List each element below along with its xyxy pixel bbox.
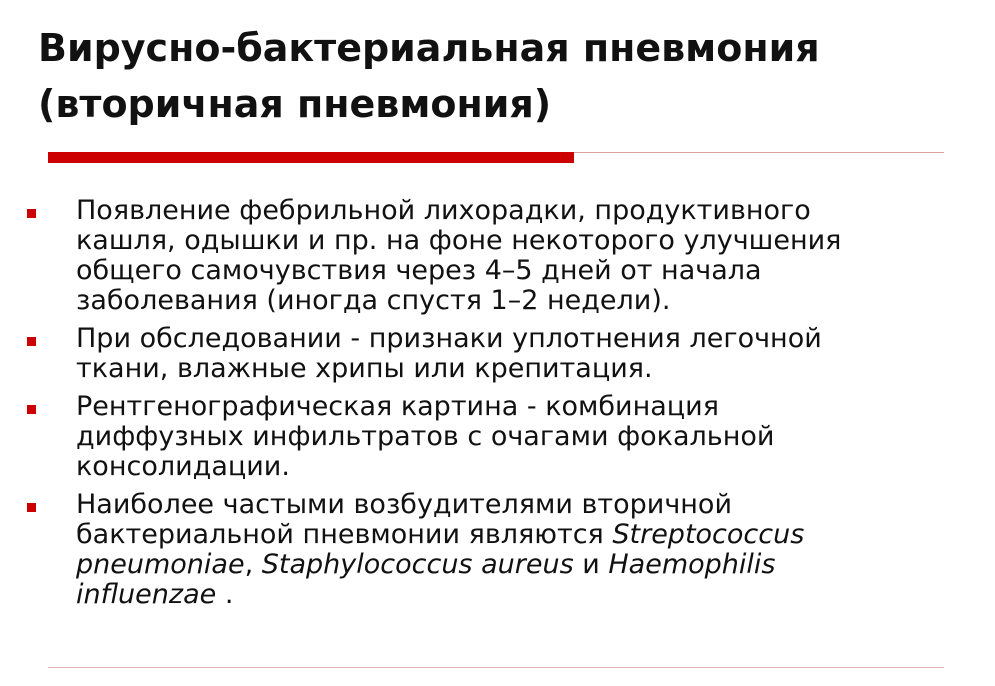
bullet-list <box>22 196 972 618</box>
square-bullet-icon <box>27 337 36 346</box>
bullet-text-line: диффузных инфильтратов с очагами фокальной <box>76 421 775 452</box>
separator-text: и <box>573 549 609 580</box>
slide-title <box>38 20 958 132</box>
bullet-item <box>22 324 972 384</box>
bullet-item <box>22 196 972 316</box>
bullet-text-line <box>76 550 972 580</box>
slide-title-line: (вторичная пневмония) <box>38 82 552 126</box>
bullet-item <box>22 392 972 482</box>
bullet-text-line: При обследовании - признаки уплотнения легочной <box>76 323 822 354</box>
bullet-text-line <box>76 580 972 610</box>
bullet-text-line: общего самочувствия через 4–5 дней от начала <box>76 255 762 286</box>
bullet-text-line <box>76 520 972 550</box>
bullet-text-plain: бактериальной пневмонии являются <box>76 519 613 550</box>
bullet-text-line: ткани, влажные хрипы или крепитация. <box>76 353 653 384</box>
square-bullet-icon <box>27 405 36 414</box>
square-bullet-icon <box>27 209 36 218</box>
bullet-text-line: заболевания (иногда спустя 1–2 недели). <box>76 285 671 316</box>
species-name: Streptococcus <box>612 519 805 550</box>
footer-divider <box>48 667 944 668</box>
slide-title-line: Вирусно-бактериальная пневмония <box>38 26 820 70</box>
species-name: Haemophilis <box>608 549 776 580</box>
bullet-text-line: Появление фебрильной лихорадки, продуктивного <box>76 195 811 226</box>
bullet-text-line: кашля, одышки и пр. на фоне некоторого улучшения <box>76 225 842 256</box>
bullet-text-line: Рентгенографическая картина - комбинация <box>76 391 719 422</box>
species-name: influenzae <box>76 579 217 610</box>
bullet-item <box>22 490 972 610</box>
bullet-text-line: Наиболее частыми возбудителями вторичной <box>76 489 733 520</box>
title-underline-accent <box>48 152 574 163</box>
species-name: Staphylococcus aureus <box>261 549 574 580</box>
separator-text: , <box>244 549 262 580</box>
square-bullet-icon <box>27 503 36 512</box>
species-name: pneumoniae <box>76 549 245 580</box>
title-underline-thin <box>574 152 944 153</box>
bullet-text-line: консолидации. <box>76 451 290 482</box>
separator-text: . <box>216 579 234 610</box>
